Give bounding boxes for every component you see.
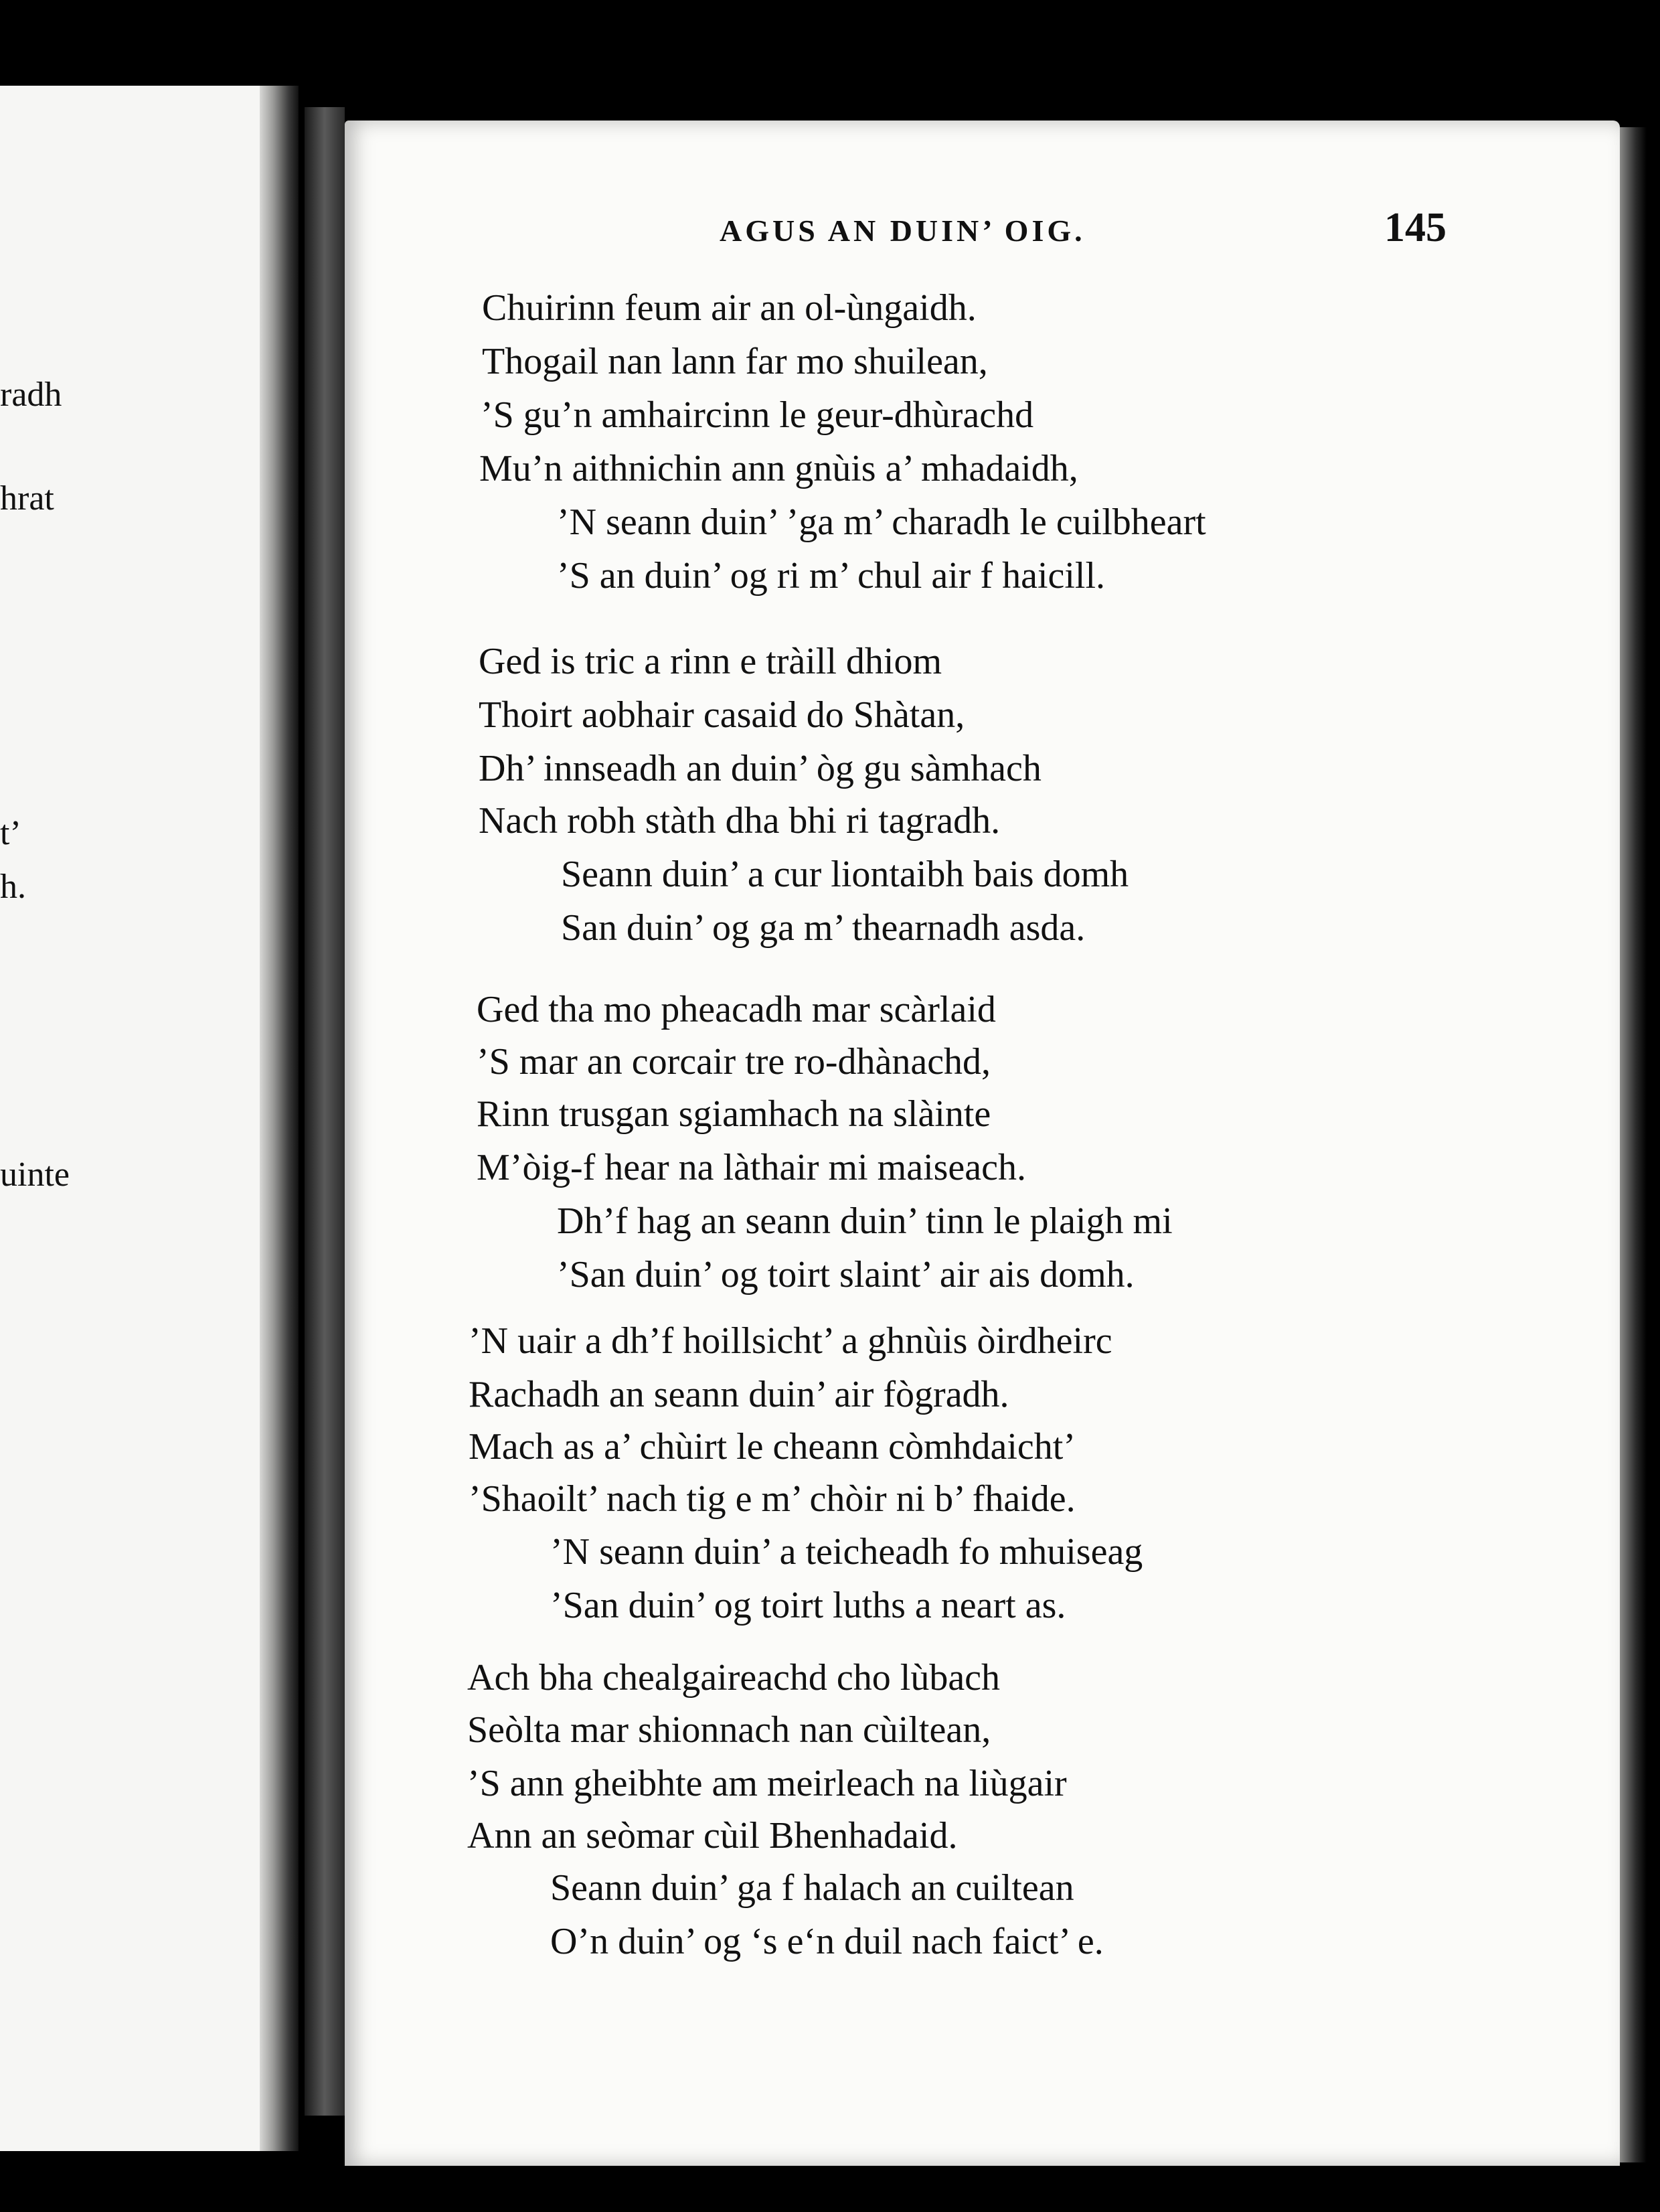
- verse-line: San duin’ og ga m’ thearnadh asda.: [561, 907, 1086, 949]
- verse-line: M’òig-f hear na làthair mi maiseach.: [477, 1147, 1026, 1188]
- verse-line: Mach as a’ chùirt le cheann còmhdaicht’: [469, 1426, 1076, 1468]
- verse-line: Chuirinn feum air an ol-ùngaidh.: [482, 287, 977, 329]
- verse-line: ’S mar an corcair tre ro-dhànachd,: [477, 1041, 991, 1083]
- verse-line: Rachadh an seann duin’ air fògradh.: [469, 1374, 1009, 1415]
- verse-line: ’S gu’n amhaircinn le geur-dhùrachd: [481, 394, 1034, 436]
- verse-line: Dh’ innseadh an duin’ òg gu sàmhach: [479, 748, 1042, 789]
- book-spine-shadow: [305, 107, 345, 2116]
- running-head: AGUS AN DUIN’ OIG.: [720, 214, 1086, 248]
- verse-line: Ged tha mo pheacadh mar scàrlaid: [477, 989, 996, 1030]
- verse-line: Dh’f hag an seann duin’ tinn le plaigh mi: [557, 1200, 1173, 1242]
- verse-line: ’San duin’ og toirt luths a neart as.: [550, 1585, 1066, 1626]
- verse-line: O’n duin’ og ‘s e‘n duil nach faict’ e.: [550, 1921, 1104, 1962]
- verse-line: Nach robh stàth dha bhi ri tagradh.: [479, 800, 1001, 842]
- facing-page-fragment: h.: [0, 868, 26, 906]
- verse-line: Thoirt aobhair casaid do Shàtan,: [479, 694, 965, 736]
- verse-line: Ach bha chealgaireachd cho lùbach: [467, 1657, 1001, 1698]
- facing-page-fragment: radh: [0, 376, 62, 414]
- verse-line: ’N seann duin’ ’ga m’ charadh le cuilbheart: [557, 501, 1206, 543]
- facing-page-fragment: hrat: [0, 479, 54, 518]
- verse-line: ’San duin’ og toirt slaint’ air ais domh.: [557, 1254, 1135, 1295]
- verse-line: Ged is tric a rinn e tràill dhiom: [479, 641, 942, 682]
- verse-line: Mu’n aithnichin ann gnùis a’ mhadaidh,: [479, 448, 1078, 489]
- verse-line: ’Shaoilt’ nach tig e m’ chòir ni b’ fhaide.: [469, 1478, 1076, 1520]
- verse-line: Seòlta mar shionnach nan cùiltean,: [467, 1709, 991, 1751]
- facing-page-gutter: [260, 86, 299, 2151]
- facing-page-fragment: t’: [0, 814, 21, 852]
- verse-line: Seann duin’ ga f halach an cuiltean: [550, 1867, 1074, 1909]
- verse-line: Seann duin’ a cur liontaibh bais domh: [561, 854, 1129, 895]
- facing-page-fragment: uinte: [0, 1156, 70, 1194]
- page-number: 145: [1384, 205, 1446, 250]
- verse-line: ’N uair a dh’f hoillsicht’ a ghnùis òirdheirc: [469, 1320, 1112, 1362]
- page-edge-shadow: [1620, 127, 1647, 2162]
- verse-line: Rinn trusgan sgiamhach na slàinte: [477, 1093, 991, 1135]
- verse-line: ’S an duin’ og ri m’ chul air f haicill.: [557, 555, 1106, 597]
- verse-line: Ann an seòmar cùil Bhenhadaid.: [467, 1815, 958, 1856]
- verse-line: ’N seann duin’ a teicheadh fo mhuiseag: [550, 1531, 1143, 1573]
- verse-line: ’S ann gheibhte am meirleach na liùgair: [467, 1763, 1067, 1804]
- verse-line: Thogail nan lann far mo shuilean,: [482, 341, 988, 382]
